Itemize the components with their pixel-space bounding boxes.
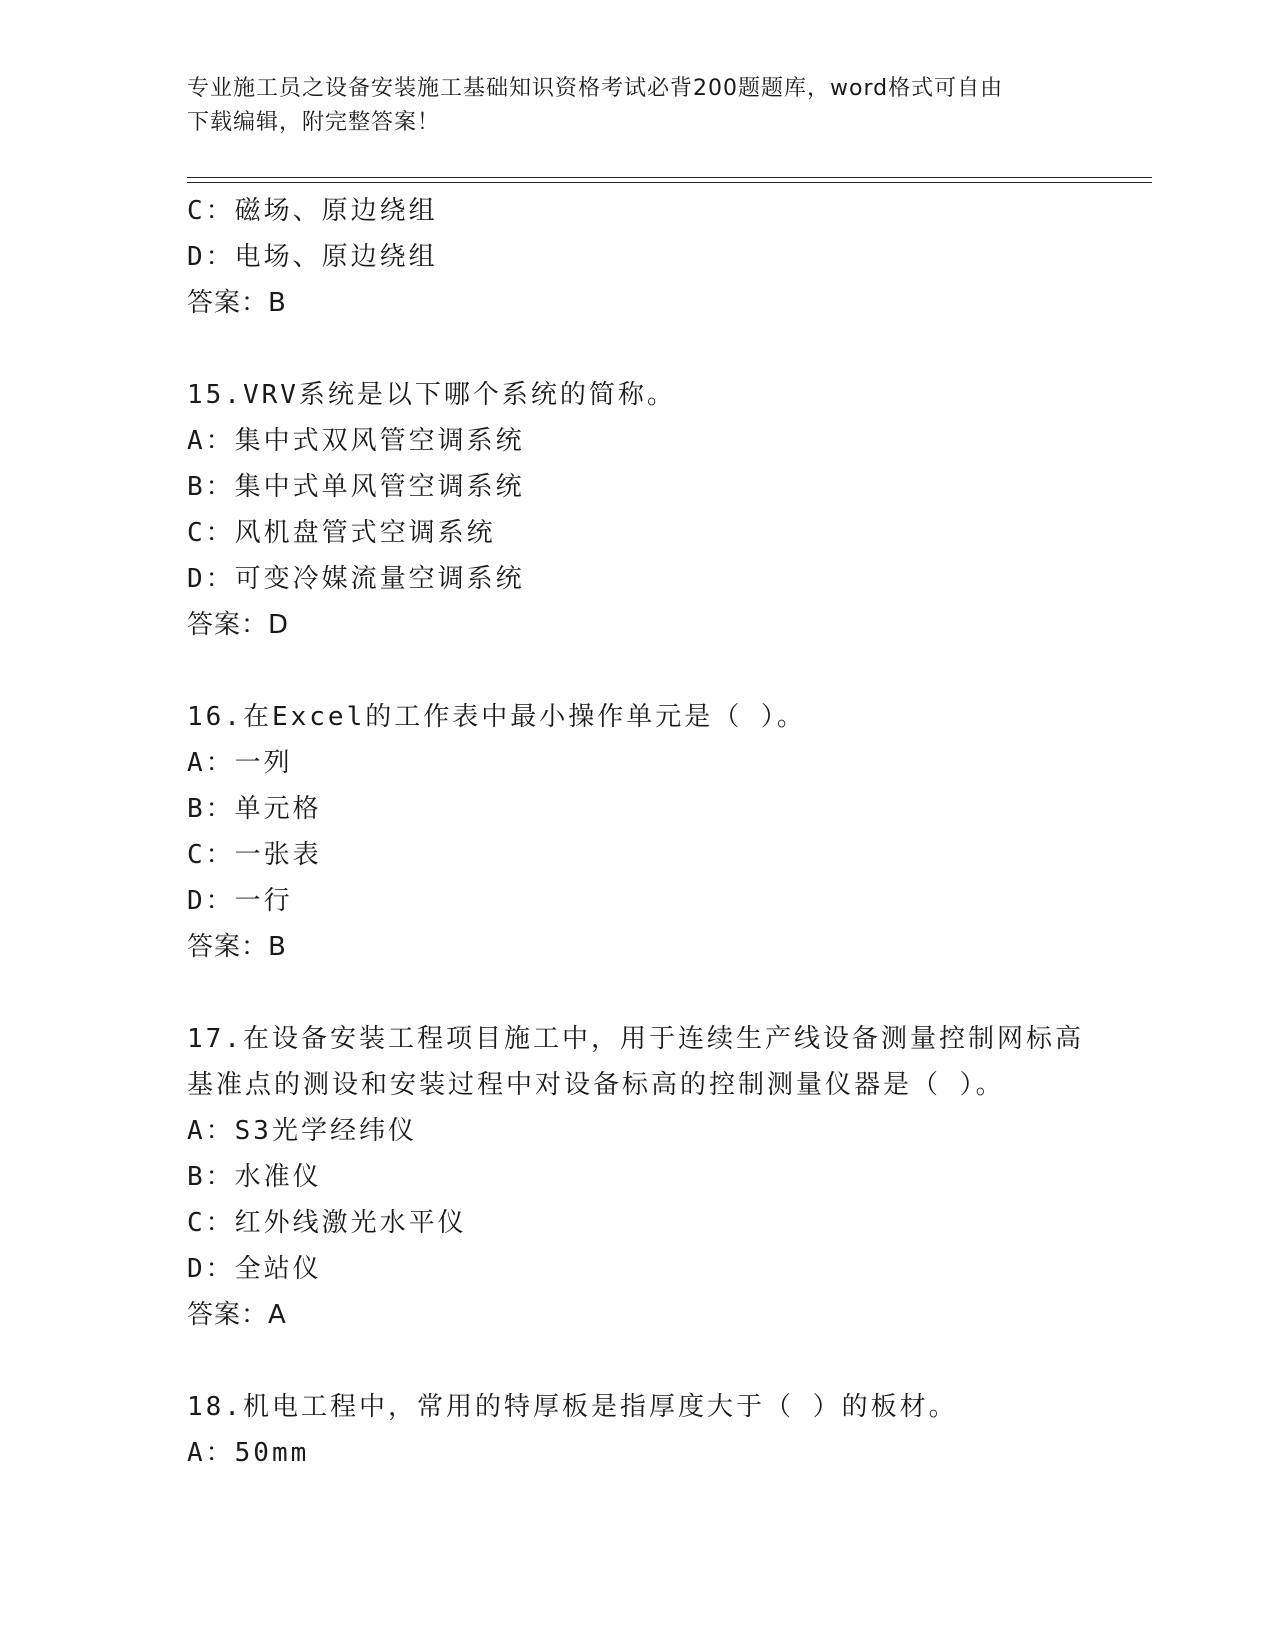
option-d-q14: D：电场、原边绕组 bbox=[187, 242, 438, 272]
option-c-q17: C：红外线激光水平仪 bbox=[187, 1208, 467, 1238]
question-18: 18.机电工程中，常用的特厚板是指厚度大于（ ）的板材。 bbox=[187, 1392, 958, 1422]
answer-q17: 答案：A bbox=[187, 1300, 287, 1330]
option-c-q14: C：磁场、原边绕组 bbox=[187, 196, 438, 226]
question-17-line-1: 17.在设备安装工程项目施工中，用于连续生产线设备测量控制网标高 bbox=[187, 1024, 1084, 1054]
header-rule-top bbox=[187, 177, 1152, 178]
header-line-1: 专业施工员之设备安装施工基础知识资格考试必背200题题库，word格式可自由 bbox=[187, 76, 1004, 101]
option-c-q15: C：风机盘管式空调系统 bbox=[187, 518, 496, 548]
header-rule-bottom bbox=[187, 182, 1152, 183]
spacer bbox=[187, 648, 1087, 694]
option-d-q15: D：可变冷媒流量空调系统 bbox=[187, 564, 525, 594]
option-a-q16: A：一列 bbox=[187, 748, 293, 778]
spacer bbox=[187, 326, 1087, 372]
answer-q14: 答案：B bbox=[187, 288, 287, 318]
spacer bbox=[187, 1338, 1087, 1384]
document-header bbox=[187, 72, 1077, 140]
option-a-q15: A：集中式双风管空调系统 bbox=[187, 426, 525, 456]
option-b-q15: B：集中式单风管空调系统 bbox=[187, 472, 525, 502]
option-d-q17: D：全站仪 bbox=[187, 1254, 322, 1284]
spacer bbox=[187, 970, 1087, 1016]
option-a-q18: A：50mm bbox=[187, 1438, 310, 1468]
question-16: 16.在Excel的工作表中最小操作单元是（ ）。 bbox=[187, 702, 806, 732]
answer-q16: 答案：B bbox=[187, 932, 287, 962]
option-b-q17: B：水准仪 bbox=[187, 1162, 322, 1192]
answer-q15: 答案：D bbox=[187, 610, 290, 640]
option-a-q17: A：S3光学经纬仪 bbox=[187, 1116, 417, 1146]
option-d-q16: D：一行 bbox=[187, 886, 293, 916]
question-17-line-2: 基准点的测设和安装过程中对设备标高的控制测量仪器是（ ）。 bbox=[187, 1070, 1005, 1100]
question-15: 15.VRV系统是以下哪个系统的简称。 bbox=[187, 380, 676, 410]
question-content bbox=[187, 188, 1087, 1476]
option-b-q16: B：单元格 bbox=[187, 794, 322, 824]
option-c-q16: C：一张表 bbox=[187, 840, 322, 870]
header-line-2: 下载编辑，附完整答案！ bbox=[187, 110, 441, 135]
